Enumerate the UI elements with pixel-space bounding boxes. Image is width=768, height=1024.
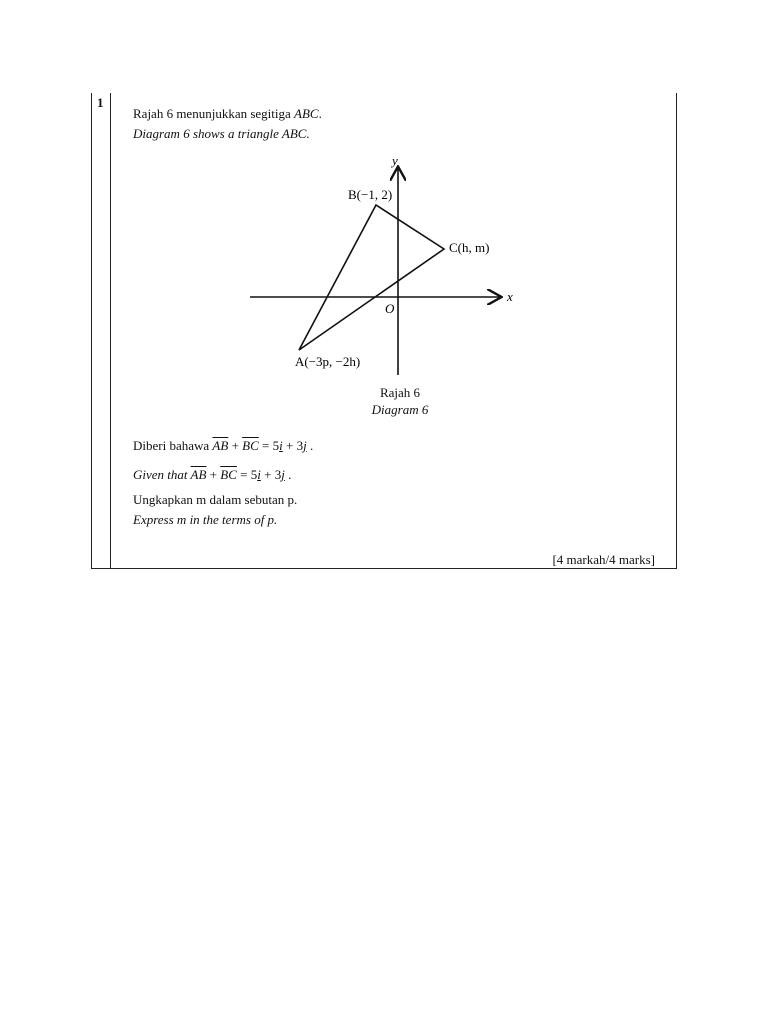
marks-label: [4 markah/4 marks] (552, 552, 655, 567)
express-malay: Ungkapkan m dalam sebutan p. (133, 492, 298, 507)
given-malay: Diberi bahawa $\overline{AB} + \overline{BC} = 5i + 3j$ . (133, 438, 314, 453)
intro-malay: Rajah 6 menunjukkan segitiga ABC. (133, 106, 322, 121)
triangle-abc (299, 205, 444, 350)
caption-malay: Rajah 6 (379, 385, 421, 400)
vector-bc: $\overline{BC}$ (242, 438, 259, 453)
vector-ab: $\overline{AB}$ (212, 438, 229, 453)
vector-ab-en: $\overline{AB}$ (190, 467, 207, 482)
given-english: Given that $\overline{AB} + \overline{BC} = 5i + 3j$ . (133, 467, 292, 482)
express-english: Express m in the terms of p. (133, 512, 278, 527)
point-b-label: B(−1, 2) (348, 187, 393, 202)
caption-english: Diagram 6 (371, 402, 429, 417)
intro-english: Diagram 6 shows a triangle ABC. (133, 126, 310, 141)
point-a-label: A(−3p, −2h) (295, 354, 361, 369)
x-axis-label: x (507, 289, 513, 304)
vector-bc-en: $\overline{BC}$ (220, 467, 237, 482)
point-c-label: C(h, m) (449, 240, 490, 255)
y-axis-label: y (392, 153, 398, 168)
origin-label: O (385, 301, 395, 316)
question-number: 1 (97, 95, 104, 110)
